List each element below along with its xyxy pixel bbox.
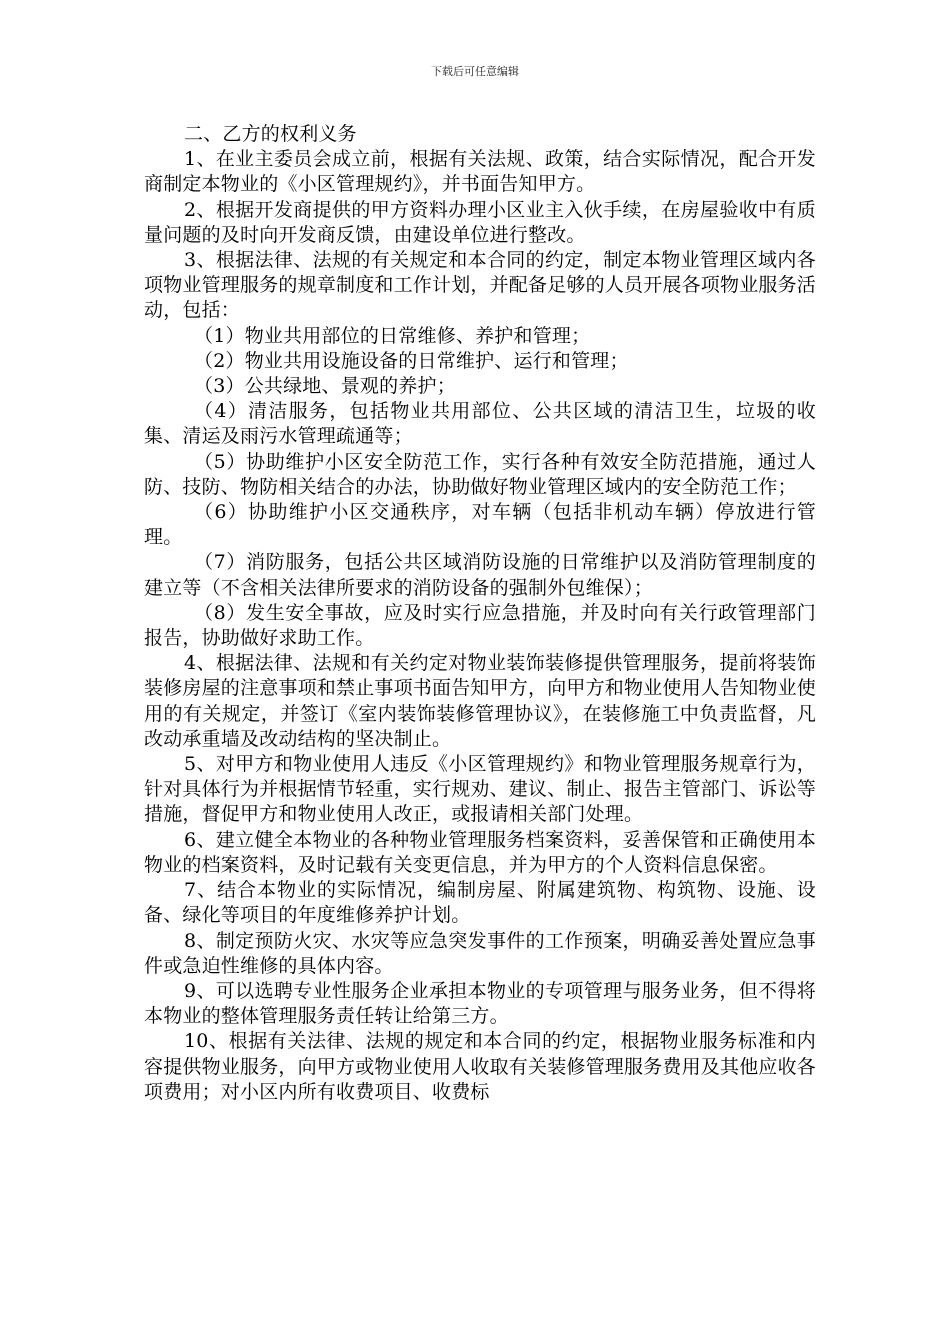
clause-6: 6、建立健全本物业的各种物业管理服务档案资料，妥善保管和正确使用本物业的档案资料，及时记载有关变更信息，并为甲方的个人资料信息保密。 [144, 828, 816, 876]
sub-item-4: （4）清洁服务，包括物业共用部位、公共区域的清洁卫生，垃圾的收集、清运及雨污水管理疏通等； [144, 400, 816, 448]
sub-item-7: （7）消防服务，包括公共区域消防设施的日常维护以及消防管理制度的建立等（不含相关法律所要求的消防设备的强制外包维保）； [144, 551, 816, 599]
section-title: 二、乙方的权利义务 [184, 123, 357, 145]
sub-item-6: （6）协助维护小区交通秩序，对车辆（包括非机动车辆）停放进行管理。 [144, 501, 816, 549]
clause-5: 5、对甲方和物业使用人违反《小区管理规约》和物业管理服务规章行为，针对具体行为并根据情节轻重，实行规劝、建议、制止、报告主管部门、诉讼等措施，督促甲方和物业使用人改正，或报请相关部门处理。 [144, 753, 817, 826]
page-header-note: 下载后可任意编辑 [431, 65, 519, 78]
sub-item-3: （3）公共绿地、景观的养护； [194, 375, 456, 398]
clause-1: 1、在业主委员会成立前，根据有关法规、政策，结合实际情况，配合开发商制定本物业的《小区管理规约》，并书面告知甲方。 [144, 148, 816, 196]
sub-item-5: （5）协助维护小区安全防范工作，实行各种有效安全防范措施，通过人防、技防、物防相关结合的办法，协助做好物业管理区域内的安全防范工作； [144, 450, 816, 498]
document-body [144, 122, 816, 1105]
clause-8: 8、制定预防火灾、水灾等应急突发事件的工作预案，明确妥善处置应急事件或急迫性维修的具体内容。 [144, 929, 816, 977]
clause-10: 10、根据有关法律、法规的规定和本合同的约定，根据物业服务标准和内容提供物业服务，向甲方或物业使用人收取有关装修管理服务费用及其他应收各项费用；对小区内所有收费项目、收费标 [144, 1030, 817, 1103]
clause-4: 4、根据法律、法规和有关约定对物业装饰装修提供管理服务，提前将装饰装修房屋的注意事项和禁止事项书面告知甲方，向甲方和物业使用人告知物业使用的有关规定，并签订《室内装饰装修管理协议》，在装修施工中负责监督，凡改动承重墙及改动结构的坚决制止。 [144, 652, 817, 750]
clause-7: 7、结合本物业的实际情况，编制房屋、附属建筑物、构筑物、设施、设备、绿化等项目的年度维修养护计划。 [144, 879, 816, 927]
clause-9: 9、可以选聘专业性服务企业承担本物业的专项管理与服务业务，但不得将本物业的整体管理服务责任转让给第三方。 [144, 979, 816, 1028]
clause-2: 2、根据开发商提供的甲方资料办理小区业主入伙手续，在房屋验收中有质量问题的及时向开发商反馈，由建设单位进行整改。 [144, 198, 816, 246]
clause-3: 3、根据法律、法规的有关规定和本合同的约定，制定本物业管理区域内各项物业管理服务的规章制度和工作计划，并配备足够的人员开展各项物业服务活动，包括： [144, 249, 817, 322]
sub-item-2: （2）物业共用设施设备的日常维护、运行和管理； [194, 349, 629, 372]
sub-item-1: （1）物业共用部位的日常维修、养护和管理； [194, 324, 591, 347]
sub-item-8: （8）发生安全事故，应及时实行应急措施，并及时向有关行政管理部门报告，协助做好求助工作。 [144, 601, 816, 650]
